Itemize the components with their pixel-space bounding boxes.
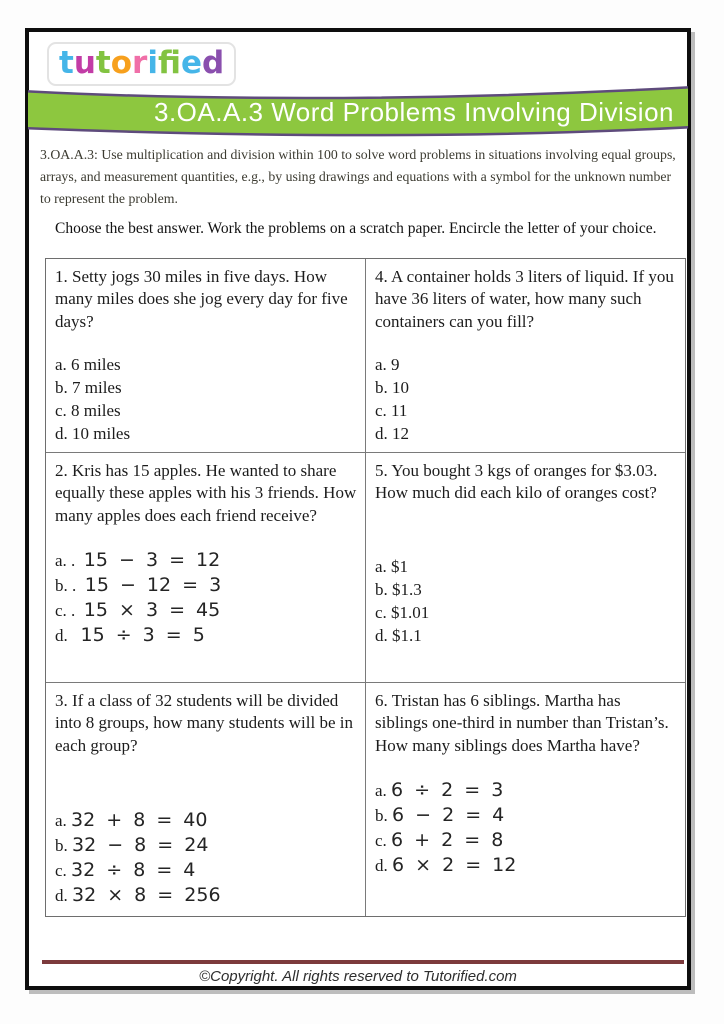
option-text: $1.1 <box>392 625 422 645</box>
option-letter: b. <box>55 836 72 856</box>
option-letter: a. <box>375 556 392 576</box>
option-text: 15 × 3 = 45 <box>83 599 221 622</box>
tutorified-logo <box>47 42 236 86</box>
problem-cell <box>366 453 685 683</box>
answer-option <box>55 624 357 646</box>
option-text: 32 + 8 = 40 <box>71 809 208 832</box>
logo-letter: r <box>132 45 148 81</box>
option-letter: b. <box>375 579 392 599</box>
problem-cell <box>46 683 366 916</box>
option-text: 32 × 8 = 256 <box>72 884 221 907</box>
option-text: 6 × 2 = 12 <box>392 854 517 877</box>
answer-option <box>375 854 677 876</box>
logo-letter: i <box>147 45 158 81</box>
answer-option <box>375 804 677 826</box>
problem-cell <box>366 259 685 453</box>
logo-letter: t <box>59 45 74 81</box>
answer-option <box>55 401 357 421</box>
title-banner <box>28 82 688 142</box>
standard-description: 3.OA.A.3: Use multiplication and division within 100 to solve word problems in situations involving equal groups, arrays, and measurement quantities, e.g., by using drawings and equations with a symbol for the unknown number to represent the problem. <box>40 147 676 207</box>
option-letter: d. <box>375 856 392 876</box>
option-letter: b. <box>375 806 392 826</box>
option-text: 10 miles <box>72 424 131 444</box>
option-letter: b. <box>375 378 392 398</box>
option-letter: d. <box>55 424 72 444</box>
logo-letter: d <box>202 45 225 81</box>
answer-option <box>375 779 677 801</box>
problem-question: 1. Setty jogs 30 miles in five days. How many miles does she jog every day for five days? <box>55 267 348 331</box>
answer-option <box>55 599 357 621</box>
option-text: 32 − 8 = 24 <box>72 834 209 857</box>
problem-cell <box>46 259 366 453</box>
answer-option <box>375 378 677 398</box>
logo-letter: t <box>95 45 111 81</box>
option-text: 15 − 12 = 3 <box>84 574 222 597</box>
option-text: 11 <box>391 401 408 421</box>
problem-cell <box>366 683 685 916</box>
option-text: 15 − 3 = 12 <box>83 549 221 572</box>
option-text: 12 <box>392 424 409 444</box>
answer-option <box>375 829 677 851</box>
problem-question: 3. If a class of 32 students will be divided into 8 groups, how many students will be in each group? <box>55 691 353 755</box>
answer-option <box>55 884 357 906</box>
option-letter: c. <box>375 831 392 851</box>
option-text: 32 ÷ 8 = 4 <box>71 859 196 882</box>
option-letter: a. . <box>55 551 84 571</box>
option-text: $1.01 <box>391 602 430 622</box>
answer-option <box>55 424 357 444</box>
copyright-text: ©Copyright. All rights reserved to Tutorified.com <box>199 968 517 985</box>
option-letter: d. <box>55 886 72 906</box>
answer-option <box>55 859 357 881</box>
logo-letter: f <box>157 45 181 81</box>
answer-option <box>55 574 357 596</box>
option-letter: c. <box>375 401 392 421</box>
answer-options <box>55 355 357 444</box>
problems-table <box>45 258 686 917</box>
logo-letter: u <box>73 45 96 81</box>
answer-option <box>375 626 677 646</box>
option-text: 6 − 2 = 4 <box>392 804 505 827</box>
problem-question: 2. Kris has 15 apples. He wanted to share equally these apples with his 3 friends. How many apples does each friend receive? <box>55 461 357 525</box>
answer-option <box>375 424 677 444</box>
option-letter: d. <box>375 424 392 444</box>
option-text: 6 + 2 = 8 <box>391 829 504 852</box>
option-letter: d. <box>55 626 81 646</box>
option-text: 15 ÷ 3 = 5 <box>80 624 205 647</box>
problem-cell <box>46 453 366 683</box>
option-letter: c. . <box>55 601 84 621</box>
problem-question: 4. A container holds 3 liters of liquid. If you have 36 liters of water, how many such containers can you fill? <box>375 267 674 331</box>
answer-option <box>55 834 357 856</box>
option-letter: c. <box>55 861 72 881</box>
problem-question: 6. Tristan has 6 siblings. Martha has siblings one-third in number than Tristan’s. How many siblings does Martha have? <box>375 691 669 755</box>
answer-option <box>55 355 357 375</box>
problem-question: 5. You bought 3 kgs of oranges for $3.03. How much did each kilo of oranges cost? <box>375 461 658 503</box>
option-letter: a. <box>375 355 392 375</box>
answer-options <box>55 809 357 906</box>
answer-option <box>55 809 357 831</box>
answer-options <box>375 779 677 876</box>
worksheet-page <box>25 28 691 990</box>
option-text: 7 miles <box>72 378 122 398</box>
logo-letter: o <box>110 45 133 81</box>
instruction-text: Choose the best answer. Work the problems on a scratch paper. Encircle the letter of your choice. <box>55 220 657 237</box>
option-letter: a. <box>55 355 72 375</box>
answer-option <box>55 378 357 398</box>
answer-options <box>375 557 677 646</box>
answer-option <box>375 401 677 421</box>
option-text: 6 miles <box>71 355 121 375</box>
option-text: 8 miles <box>71 401 121 421</box>
footer-divider <box>42 960 684 964</box>
answer-options <box>55 549 357 646</box>
option-letter: a. <box>375 781 392 801</box>
option-text: 6 ÷ 2 = 3 <box>391 779 504 802</box>
option-letter: c. <box>375 602 392 622</box>
option-letter: c. <box>55 401 72 421</box>
answer-option <box>375 557 677 577</box>
option-text: $1.3 <box>392 579 422 599</box>
answer-options <box>375 355 677 444</box>
option-letter: a. <box>55 811 72 831</box>
answer-option <box>375 355 677 375</box>
option-letter: d. <box>375 625 392 645</box>
answer-option <box>55 549 357 571</box>
option-letter: b. <box>55 378 72 398</box>
option-text: 10 <box>392 378 409 398</box>
answer-option <box>375 580 677 600</box>
answer-option <box>375 603 677 623</box>
option-letter: b. . <box>55 576 85 596</box>
option-text: 9 <box>391 355 400 375</box>
page-title: 3.OA.A.3 Word Problems Involving Division <box>154 96 674 127</box>
option-text: $1 <box>391 556 409 576</box>
logo-letter: e <box>180 45 202 81</box>
